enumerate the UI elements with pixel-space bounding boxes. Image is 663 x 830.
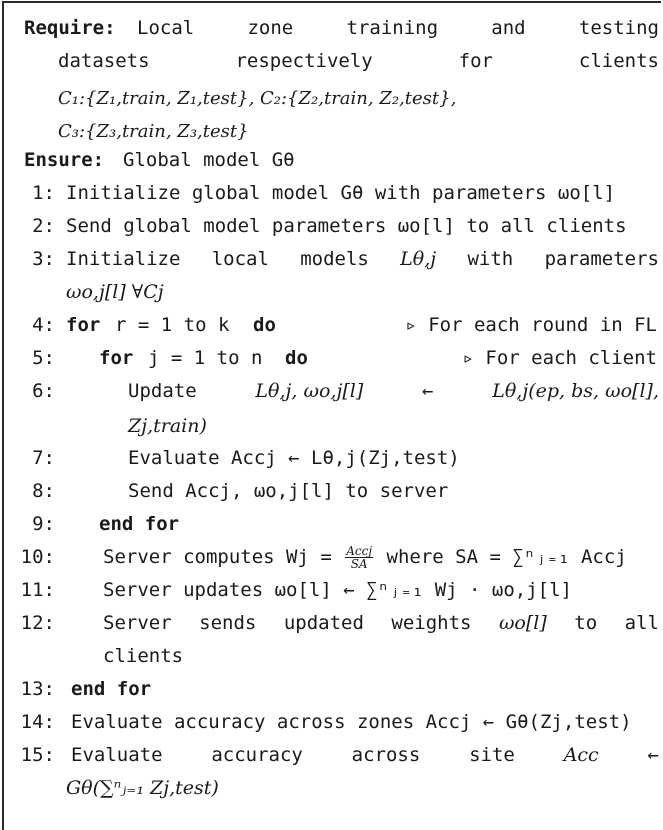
step-text: Send Accj, ωo,j[l] to server xyxy=(128,480,449,502)
step-1 xyxy=(0,177,663,210)
step-3-continuation: ωo,j[l] ∀Cj xyxy=(66,281,164,303)
for-keyword: for xyxy=(99,347,134,369)
for-keyword: for xyxy=(66,314,101,336)
step-number: 3: xyxy=(32,248,55,270)
step-6-continuation: Zj,train) xyxy=(128,415,207,437)
comment: ▹ For each client xyxy=(462,347,657,369)
step-5 xyxy=(0,342,663,375)
ensure-line xyxy=(0,144,663,177)
step-15 xyxy=(0,739,663,772)
step-number: 9: xyxy=(32,513,55,535)
require-line-2 xyxy=(0,45,663,78)
require-text-2: datasets respectively for clients xyxy=(58,50,659,72)
step-text: Server sends updated weights ωo[l] to all xyxy=(103,612,659,634)
end-for-keyword: end for xyxy=(99,513,180,535)
step-14 xyxy=(0,706,663,739)
step-number: 12: xyxy=(20,612,55,634)
step-7 xyxy=(0,442,663,475)
step-number: 11: xyxy=(20,579,55,601)
require-line-1 xyxy=(0,12,663,45)
weight-fraction: $\frac{\text{Accj}}{SA}$ xyxy=(346,544,373,571)
step-number: 1: xyxy=(32,182,55,204)
step-4 xyxy=(0,309,663,342)
step-text: Server computes Wj = $\frac{\text{Accj}}{SA}$ where SA = ∑ⁿⱼ₌₁ Accj xyxy=(103,544,627,571)
comment: ▹ For each round in FL xyxy=(405,314,657,336)
step-number: 15: xyxy=(20,744,55,766)
step-13 xyxy=(0,673,663,706)
step-number: 4: xyxy=(32,314,55,336)
step-10 xyxy=(0,541,663,574)
require-datasets-line-1: C₁:{Z₁,train, Z₁,test}, C₂:{Z₂,train, Z₂,test}, xyxy=(58,88,457,109)
step-text: Update Lθ,j, ωo,j[l] ← Lθ,j(ep, bs, ωo[l], xyxy=(128,380,659,402)
step-number: 10: xyxy=(20,546,55,568)
step-number: 5: xyxy=(32,347,55,369)
require-text-1: Local zone training and testing xyxy=(137,17,659,39)
do-keyword: do xyxy=(253,314,276,336)
step-number: 6: xyxy=(32,380,55,402)
step-number: 14: xyxy=(20,711,55,733)
step-number: 13: xyxy=(20,678,55,700)
step-9 xyxy=(0,508,663,541)
algorithm-top-rule xyxy=(2,1,661,3)
step-text: Initialize local models Lθ,j with parameters xyxy=(66,248,659,270)
step-8 xyxy=(0,475,663,508)
step-15-continuation: Gθ(∑ⁿⱼ₌₁ Zj,test) xyxy=(66,777,219,799)
loop-range: r = 1 to k xyxy=(115,314,230,336)
step-number: 7: xyxy=(32,447,55,469)
step-2 xyxy=(0,210,663,243)
loop-range: j = 1 to n xyxy=(148,347,263,369)
step-text: Send global model parameters ωo[l] to all clients xyxy=(66,215,627,237)
require-keyword: Require: xyxy=(24,17,116,39)
step-text: Evaluate accuracy across zones Accj ← Gθ(Zj,test) xyxy=(71,711,632,733)
step-number: 2: xyxy=(32,215,55,237)
step-6 xyxy=(0,375,663,408)
step-text: Evaluate accuracy across site Acc ← xyxy=(71,744,659,766)
end-for-keyword: end for xyxy=(71,678,152,700)
step-3 xyxy=(0,243,663,276)
step-text: Server updates ωo[l] ← ∑ⁿⱼ₌₁ Wj · ωo,j[l] xyxy=(103,579,572,601)
step-number: 8: xyxy=(32,480,55,502)
ensure-keyword: Ensure: xyxy=(24,149,105,171)
step-12-continuation: clients xyxy=(103,645,184,667)
step-text: Evaluate Accj ← Lθ,j(Zj,test) xyxy=(128,447,460,469)
ensure-text: Global model Gθ xyxy=(123,149,295,171)
step-12 xyxy=(0,607,663,640)
require-datasets-line-2: C₃:{Z₃,train, Z₃,test} xyxy=(58,121,249,142)
step-text: Initialize global model Gθ with parameters ωo[l] xyxy=(66,182,616,204)
step-11 xyxy=(0,574,663,607)
do-keyword: do xyxy=(285,347,308,369)
